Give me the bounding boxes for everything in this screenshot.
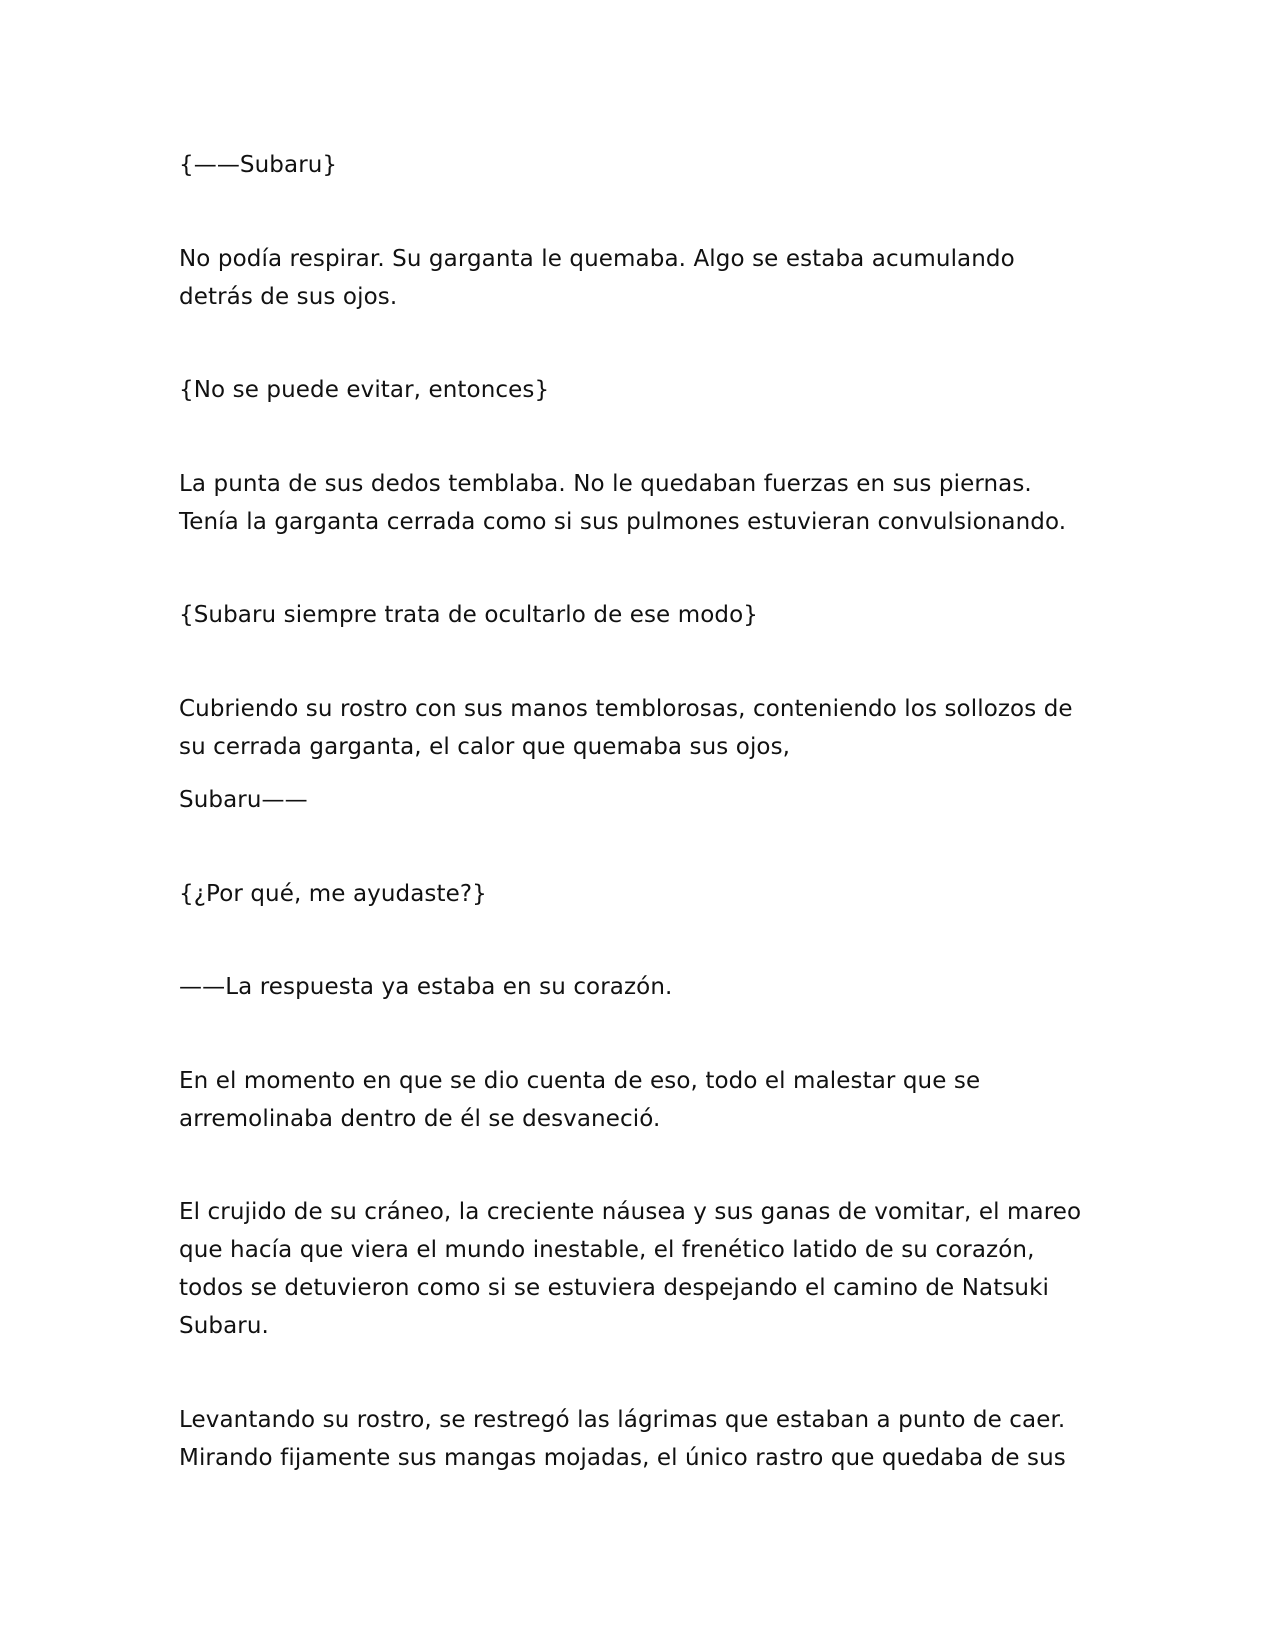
paragraph-11: El crujido de su cráneo, la creciente náusea y sus ganas de vomitar, el mareo que hacía que viera el mundo inestable, el frenético latido de su corazón, todos se detuvieron como si se estuviera despejando el camino de Natsuki Subaru.	[179, 1199, 1082, 1339]
paragraph-12: Levantando su rostro, se restregó las lágrimas que estaban a punto de caer. Mirando fijamente sus mangas mojadas, el único rastro que quedaba de sus	[179, 1407, 1066, 1471]
paragraph-2: No podía respirar. Su garganta le quemaba. Algo se estaba acumulando detrás de sus ojos.	[179, 246, 1015, 310]
paragraph-1: {——Subaru}	[179, 152, 338, 178]
paragraph-7: Subaru——	[179, 787, 308, 813]
paragraph-3: {No se puede evitar, entonces}	[179, 377, 550, 403]
paragraph-4: La punta de sus dedos temblaba. No le quedaban fuerzas en sus piernas. Tenía la garganta cerrada como si sus pulmones estuvieran convulsionando.	[179, 471, 1067, 535]
paragraph-6: Cubriendo su rostro con sus manos temblorosas, conteniendo los sollozos de su cerrada garganta, el calor que quemaba sus ojos,	[179, 696, 1073, 760]
paragraph-8: {¿Por qué, me ayudaste?}	[179, 881, 487, 907]
paragraph-10: En el momento en que se dio cuenta de eso, todo el malestar que se arremolinaba dentro de él se desvaneció.	[179, 1068, 981, 1132]
paragraph-9: ——La respuesta ya estaba en su corazón.	[179, 974, 673, 1000]
paragraph-5: {Subaru siempre trata de ocultarlo de ese modo}	[179, 602, 759, 628]
